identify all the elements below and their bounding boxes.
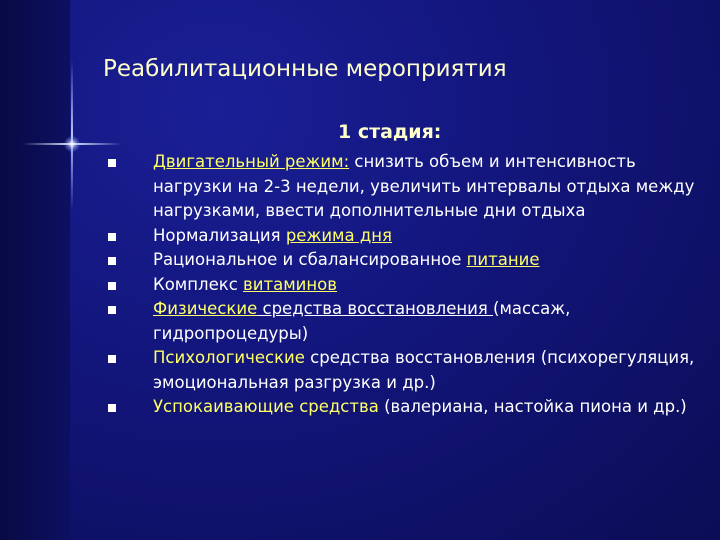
link-recovery-means[interactable]: средства восстановления — [257, 299, 494, 318]
item-text: Нормализация — [153, 225, 286, 245]
item-text: Комплекс — [153, 274, 244, 294]
square-bullet-icon — [108, 257, 116, 265]
item-text: средства восстановления (психорегуляция, эмоциональная разгрузка и др.) — [153, 348, 695, 392]
light-flare-icon — [64, 136, 80, 152]
left-background-band — [0, 0, 70, 540]
list-item-nutrition — [100, 248, 700, 273]
square-bullet-icon — [108, 233, 116, 241]
item-text: Рациональное и сбалансированное — [153, 250, 467, 269]
link-vitamins[interactable]: витаминов — [243, 274, 337, 294]
link-psychological[interactable]: Психологические — [153, 348, 305, 367]
link-motor-regime[interactable]: Двигательный режим: — [153, 152, 350, 171]
slide-subtitle: 1 стадия: — [338, 121, 442, 143]
bullet-list — [100, 150, 700, 420]
square-bullet-icon — [108, 282, 116, 290]
item-text: (массаж, гидропроцедуры) — [153, 299, 571, 343]
slide-title: Реабилитационные мероприятия — [103, 56, 507, 82]
square-bullet-icon — [108, 404, 116, 412]
light-flare-vertical — [71, 60, 73, 210]
item-text: (валериана, настойка пиона и др.) — [378, 397, 687, 416]
link-physical[interactable]: Физические — [153, 299, 258, 318]
link-nutrition[interactable]: питание — [466, 250, 540, 269]
list-item-sedatives — [100, 395, 700, 420]
square-bullet-icon — [108, 355, 116, 363]
list-item-vitamins — [100, 273, 700, 298]
list-item-physical-recovery — [100, 297, 700, 346]
item-text: снизить объем и интенсивность нагрузки на 2-3 недели, увеличить интервалы отдыха между нагрузками, ввести дополнительные дни отдыха — [153, 152, 695, 220]
list-item-motor-regime — [100, 150, 700, 224]
link-daily-routine[interactable]: режима дня — [285, 225, 392, 245]
list-item-psychological-recovery — [100, 346, 700, 395]
list-item-daily-routine — [100, 224, 700, 249]
link-sedatives[interactable]: Успокаивающие средства — [153, 397, 379, 416]
square-bullet-icon — [108, 306, 116, 314]
square-bullet-icon — [108, 159, 116, 167]
